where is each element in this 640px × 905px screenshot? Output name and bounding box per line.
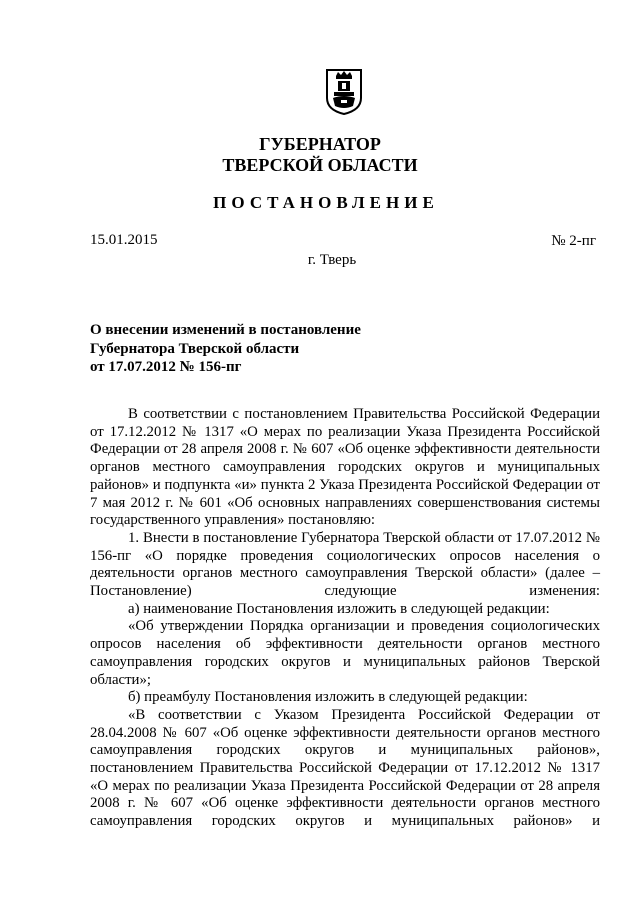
body-paragraph: «В соответствии с Указом Президента Российской Федерации от 28.04.2008 № 607 «Об оценке эффективности деятельности органов местного самоуправления городских округов и муниципальных районов», постановлением Правительства Российской Федерации от 17.12.2012 № 1317 «О мерах по реализации Указа Президента Российской Федерации от 28 апреля 2008 г. № 607 «Об оценке эффективности деятельности органов местного самоуправления городских округов и муниципальных районов» и	[90, 706, 600, 830]
subject-line: О внесении изменений в постановление	[90, 322, 361, 338]
document-date: 15.01.2015	[90, 232, 158, 248]
document-body	[90, 406, 600, 831]
subject-line: Губернатора Тверской области	[90, 340, 300, 357]
coat-of-arms-icon	[325, 68, 363, 116]
document-subject	[90, 321, 361, 377]
body-paragraph: а) наименование Постановления изложить в следующей редакции:	[128, 600, 550, 617]
body-paragraph: В соответствии с постановлением Правительства Российской Федерации от 17.12.2012 № 1317 «О мерах по реализации Указа Президента Российской Федерации от 28 апреля 2008 г. № 607 «Об оценке эффективности деятельности органов местного самоуправления городских округов и муниципальных районов» и подпункта «и» пункта 2 Указа Президента Российской Федерации от 7 мая 2012 г. № 601 «Об основных направлениях совершенствования системы государственного управления» постановляю:	[90, 406, 600, 529]
document-city: г. Тверь	[307, 252, 357, 268]
body-paragraph: б) преамбулу Постановления изложить в следующей редакции:	[128, 689, 528, 706]
document-number: № 2-пг	[551, 233, 596, 249]
region-title: ТВЕРСКОЙ ОБЛАСТИ	[222, 155, 418, 175]
document-type: ПОСТАНОВЛЕНИЕ	[213, 193, 439, 212]
governor-title: ГУБЕРНАТОР	[259, 134, 381, 154]
subject-line: от 17.07.2012 № 156-пг	[90, 359, 242, 375]
body-paragraph: «Об утверждении Порядка организации и проведения социологических опросов населения об эффективности деятельности органов местного самоуправления городских округов и муниципальных районов Тверской области»;	[90, 618, 600, 688]
body-paragraph: 1. Внести в постановление Губернатора Тверской области от 17.07.2012 № 156-пг «О порядке проведения социологических опросов населения о деятельности органов местного самоуправления Тверской области» (далее – Постановление) следующие изменения:	[90, 529, 600, 600]
